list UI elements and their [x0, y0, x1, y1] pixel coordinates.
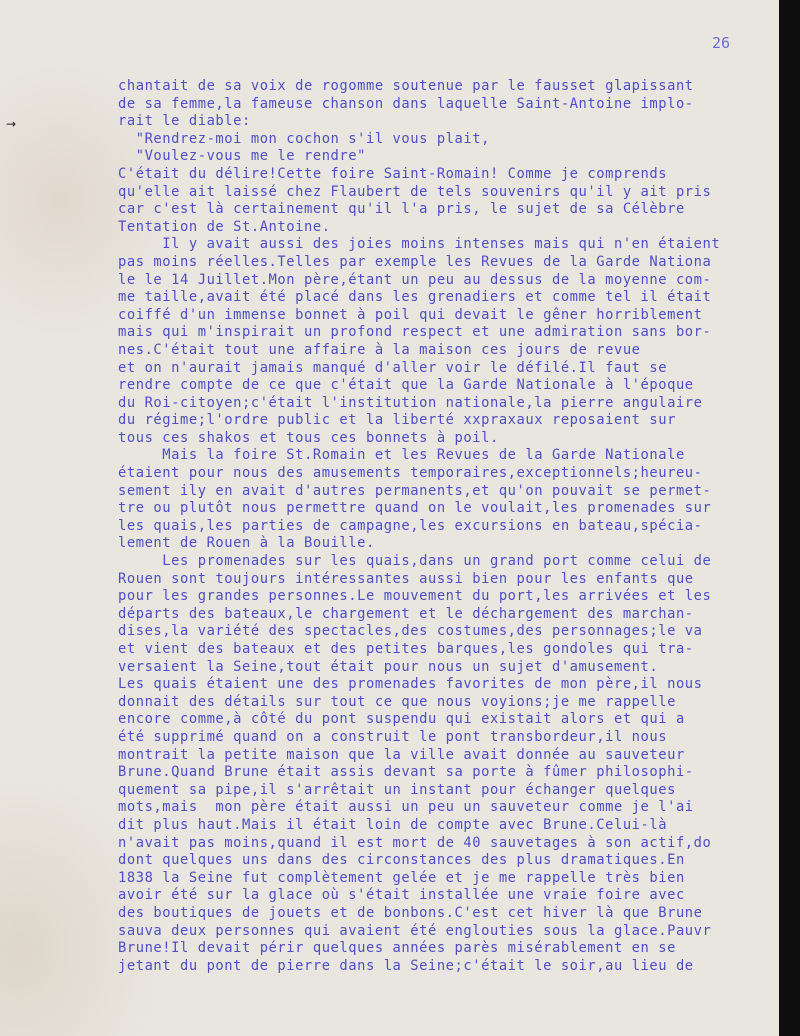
text-line: du Roi-citoyen;c'était l'institution nationale,la pierre angulaire — [118, 394, 703, 411]
text-line: mots,mais mon père était aussi un peu un sauveteur comme je l'ai — [118, 799, 694, 816]
text-line: sauva deux personnes qui avaient été englouties sous la glace.Pauvr — [118, 922, 712, 939]
text-line: des boutiques de jouets et de bonbons.C'est cet hiver là que Brune — [118, 904, 703, 921]
text-line: le le 14 Juillet.Mon père,étant un peu au dessus de la moyenne com- — [118, 271, 712, 288]
page-number: 26 — [712, 34, 731, 52]
text-line: Rouen sont toujours intéressantes aussi bien pour les enfants que — [118, 570, 694, 587]
text-line: nes.C'était tout une affaire à la maison ces jours de revue — [118, 341, 641, 358]
margin-arrow-mark: → — [6, 117, 17, 131]
text-line: Brune.Quand Brune était assis devant sa porte à fûmer philosophi- — [118, 764, 694, 781]
text-line: dises,la variété des spectacles,des costumes,des personnages;le va — [118, 623, 703, 640]
text-line: rendre compte de ce que c'était que la Garde Nationale à l'époque — [118, 377, 694, 394]
text-line: Tentation de St.Antoine. — [118, 218, 331, 235]
text-line: car c'est là certainement qu'il l'a pris, le sujet de sa Célèbre — [118, 201, 685, 218]
text-line: n'avait pas moins,quand il est mort de 40 sauvetages à son actif,do — [118, 834, 712, 851]
text-line: les quais,les parties de campagne,les excursions en bateau,spécia- — [118, 517, 703, 534]
text-line: mais qui m'inspirait un profond respect et une admiration sans bor- — [118, 324, 712, 341]
text-line: "Rendrez-moi mon cochon s'il vous plait, — [118, 130, 490, 147]
text-line: me taille,avait été placé dans les grenadiers et comme tel il était — [118, 289, 712, 306]
text-line: dit plus haut.Mais il était loin de compte avec Brune.Celui-là — [118, 816, 668, 833]
text-line: jetant du pont de pierre dans la Seine;c'était le soir,au lieu de — [118, 957, 694, 974]
text-line: 1838 la Seine fut complètement gelée et je me rappelle très bien — [118, 869, 685, 886]
text-line: Il y avait aussi des joies moins intenses mais qui n'en étaient — [118, 236, 721, 253]
text-line: et on n'aurait jamais manqué d'aller voir le défilé.Il faut se — [118, 359, 668, 376]
text-line: C'était du délire!Cette foire Saint-Romain! Comme je comprends — [118, 165, 668, 182]
text-line: montrait la petite maison que la ville avait donnée au sauveteur — [118, 746, 685, 763]
text-line: tre ou plutôt nous permettre quand on le voulait,les promenades sur — [118, 500, 712, 517]
text-line: lement de Rouen à la Bouille. — [118, 535, 375, 552]
text-line: sement ily en avait d'autres permanents,et qu'on pouvait se permet- — [118, 482, 712, 499]
text-line: Mais la foire St.Romain et les Revues de la Garde Nationale — [118, 447, 685, 464]
text-line: dont quelques uns dans des circonstances des plus dramatiques.En — [118, 852, 685, 869]
text-line: encore comme,à côté du pont suspendu qui existait alors et qui a — [118, 711, 685, 728]
body-text — [118, 78, 758, 975]
text-line: pas moins réelles.Telles par exemple les Revues de la Garde Nationa — [118, 253, 712, 270]
text-line: avoir été sur la glace où s'était installée une vraie foire avec — [118, 887, 685, 904]
text-line: qu'elle ait laissé chez Flaubert de tels souvenirs qu'il y ait pris — [118, 183, 712, 200]
text-line: Brune!Il devait périr quelques années parès misérablement en se — [118, 940, 676, 957]
text-line: chantait de sa voix de rogomme soutenue par le fausset glapissant — [118, 78, 694, 94]
text-line: Les promenades sur les quais,dans un grand port comme celui de — [118, 553, 712, 570]
text-line: versaient la Seine,tout était pour nous un sujet d'amusement. — [118, 658, 659, 675]
text-line: "Voulez-vous me le rendre" — [118, 148, 366, 165]
text-line: quement sa pipe,il s'arrêtait un instant pour échanger quelques — [118, 781, 676, 798]
text-line: du régime;l'ordre public et la liberté xxpraxaux reposaient sur — [118, 412, 676, 429]
text-line: étaient pour nous des amusements temporaires,exceptionnels;heureu- — [118, 465, 703, 482]
text-line: départs des bateaux,le chargement et le déchargement des marchan- — [118, 605, 694, 622]
text-line: coiffé d'un immense bonnet à poil qui devait le gêner horriblement — [118, 306, 703, 323]
text-line: de sa femme,la fameuse chanson dans laquelle Saint-Antoine implo- — [118, 95, 694, 112]
text-line: donnait des détails sur tout ce que nous voyions;je me rappelle — [118, 693, 676, 710]
text-line: Les quais étaient une des promenades favorites de mon père,il nous — [118, 676, 703, 693]
text-line: été supprimé quand on a construit le pont transbordeur,il nous — [118, 728, 668, 745]
text-line: tous ces shakos et tous ces bonnets à poil. — [118, 429, 499, 446]
text-line: et vient des bateaux et des petites barques,les gondoles qui tra- — [118, 641, 694, 657]
scan-edge-shadow — [779, 0, 800, 1036]
text-line: rait le diable: — [118, 113, 251, 130]
text-line: pour les grandes personnes.Le mouvement du port,les arrivées et les — [118, 588, 712, 605]
